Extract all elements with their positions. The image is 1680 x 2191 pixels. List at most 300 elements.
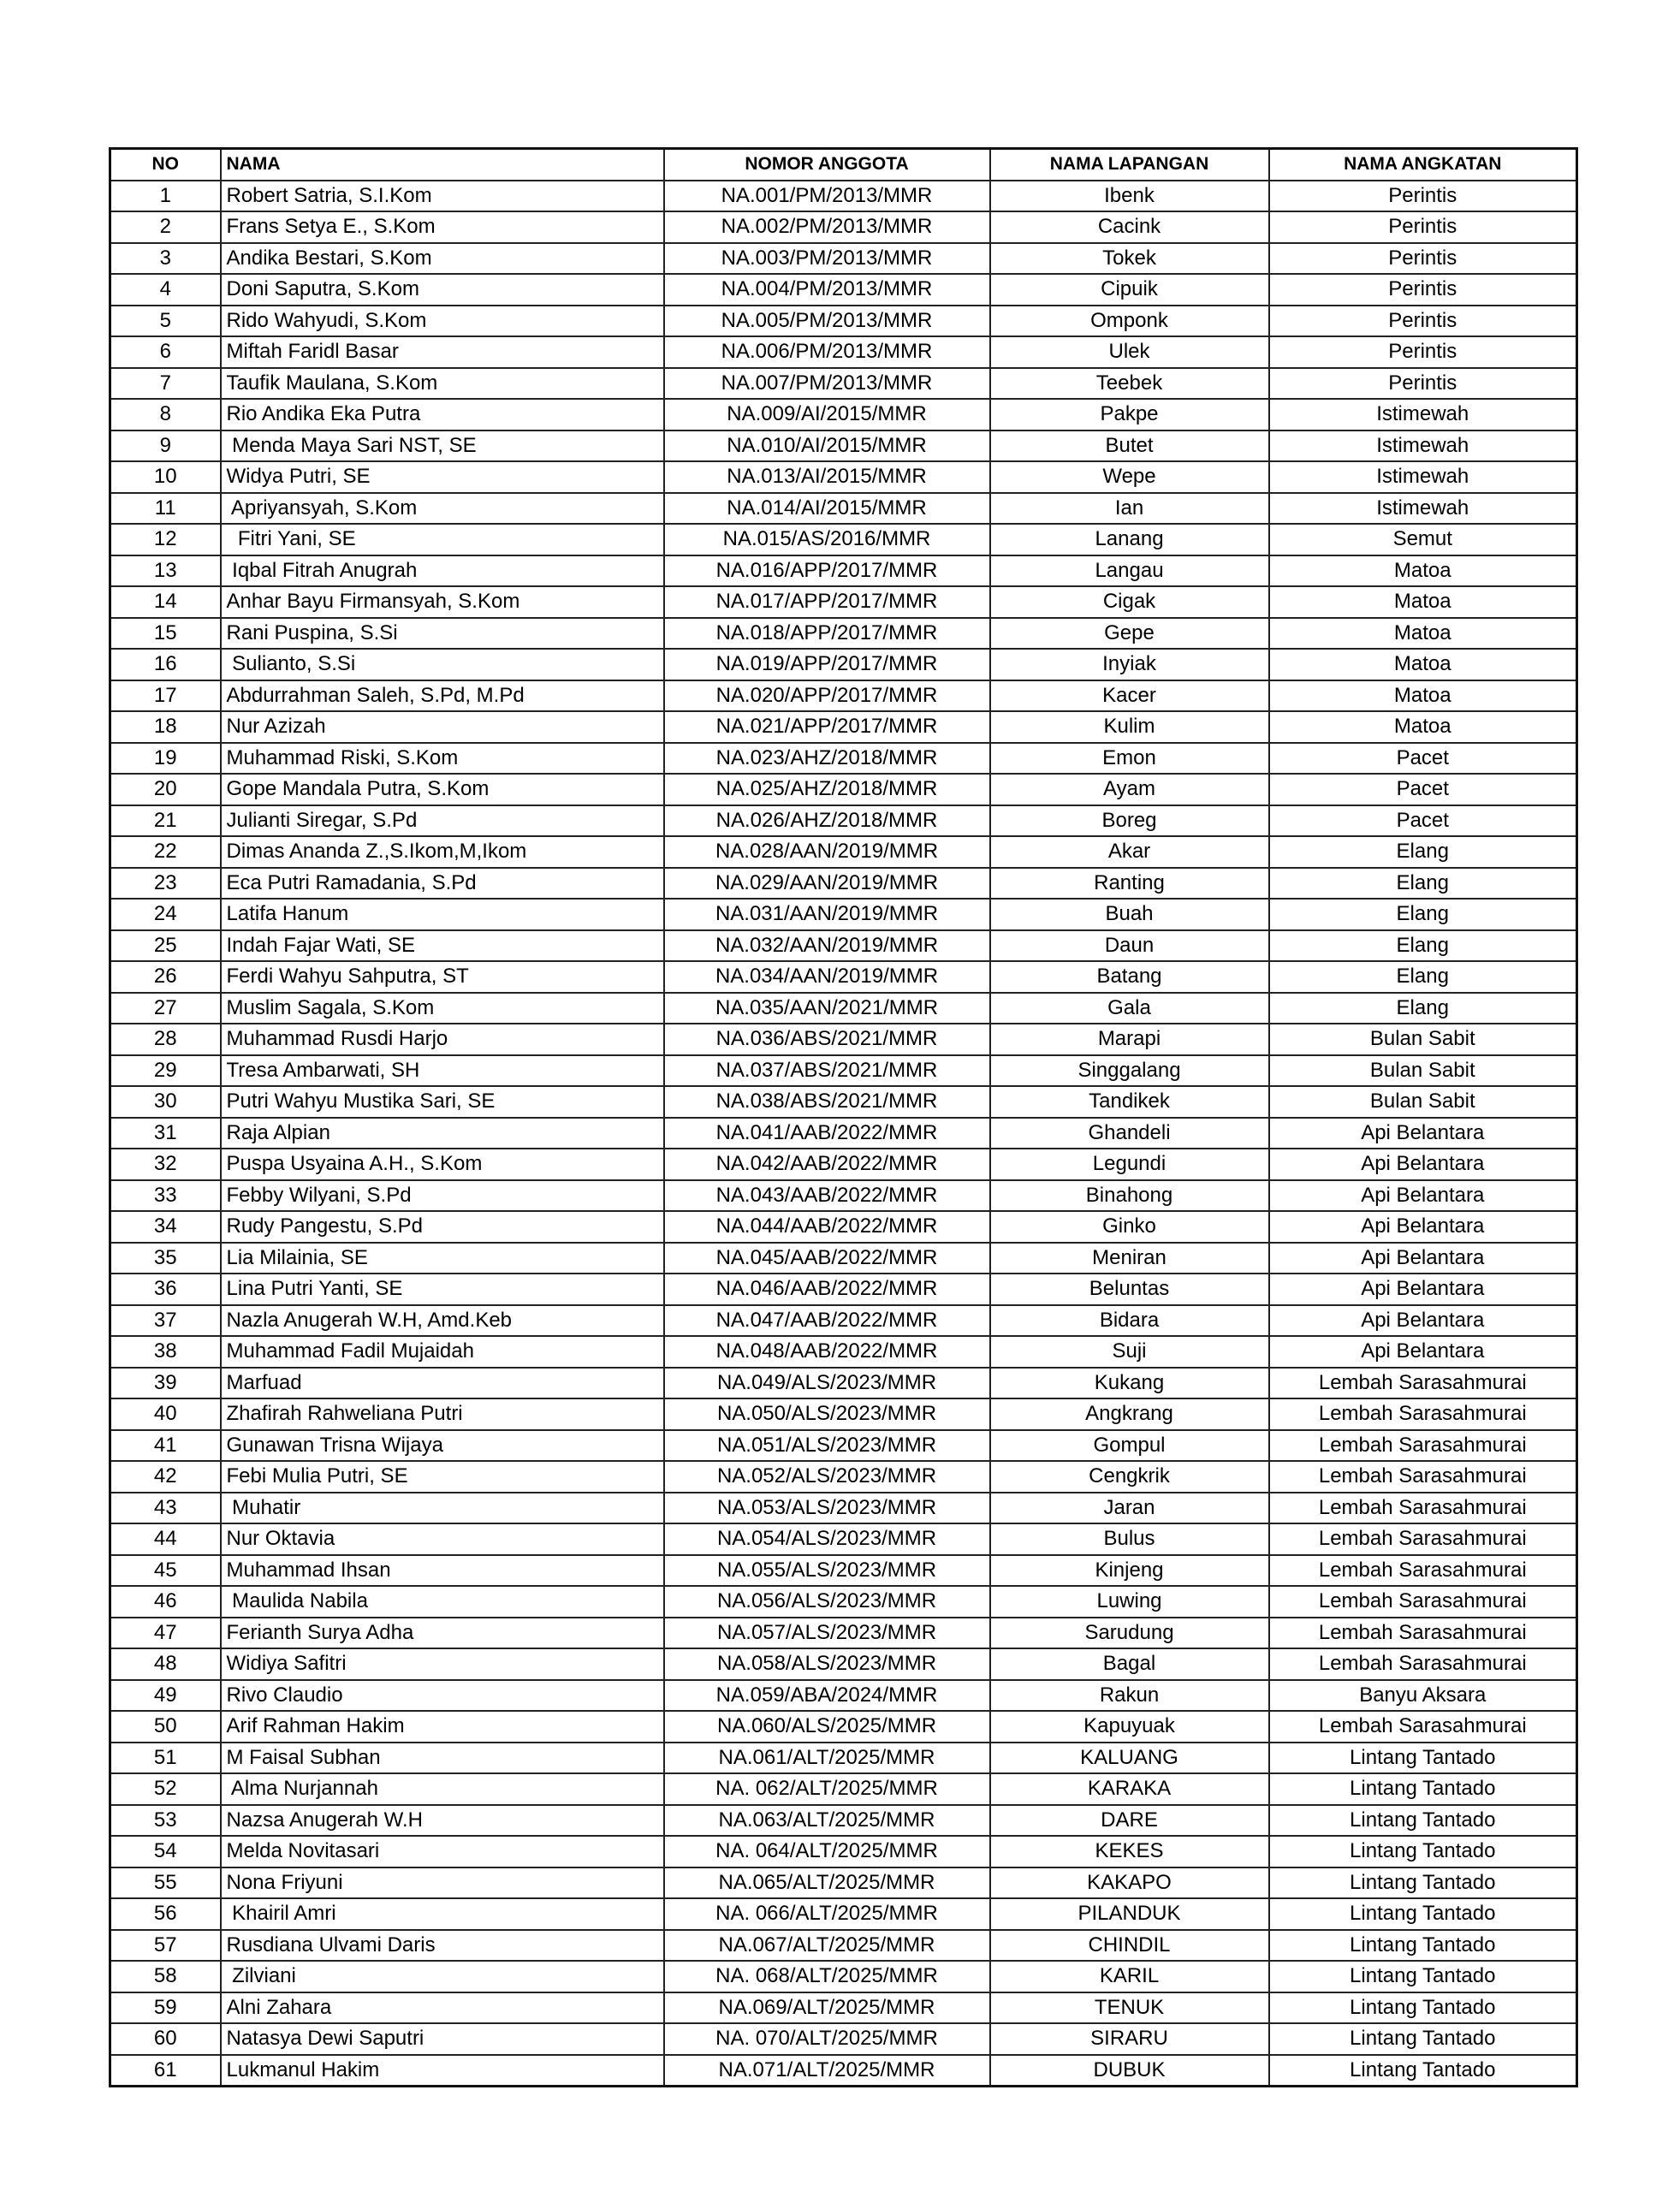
table-row xyxy=(110,1180,1577,1212)
cell-no: 23 xyxy=(110,868,221,900)
table-row xyxy=(110,836,1577,868)
cell-nama-lapangan: Tokek xyxy=(990,243,1269,275)
table-row xyxy=(110,2055,1577,2087)
cell-nomor-anggota: NA.003/PM/2013/MMR xyxy=(664,243,990,275)
cell-nomor-anggota: NA. 062/ALT/2025/MMR xyxy=(664,1773,990,1805)
cell-no: 6 xyxy=(110,336,221,368)
cell-nomor-anggota: NA.021/APP/2017/MMR xyxy=(664,711,990,743)
table-row xyxy=(110,243,1577,275)
table-row xyxy=(110,1961,1577,1992)
cell-no: 39 xyxy=(110,1368,221,1399)
cell-no: 24 xyxy=(110,899,221,930)
cell-nama-lapangan: Inyiak xyxy=(990,649,1269,680)
table-row xyxy=(110,181,1577,212)
cell-no: 50 xyxy=(110,1711,221,1743)
cell-nama: Khairil Amri xyxy=(221,1898,664,1930)
cell-no: 32 xyxy=(110,1149,221,1180)
cell-nama-angkatan: Lintang Tantado xyxy=(1269,1805,1577,1837)
cell-no: 44 xyxy=(110,1523,221,1555)
cell-no: 48 xyxy=(110,1648,221,1680)
cell-nama-angkatan: Lintang Tantado xyxy=(1269,1961,1577,1992)
cell-nama: Febby Wilyani, S.Pd xyxy=(221,1180,664,1212)
table-row xyxy=(110,1086,1577,1118)
cell-nama-lapangan: Luwing xyxy=(990,1586,1269,1618)
table-row xyxy=(110,1149,1577,1180)
cell-nama-angkatan: Lintang Tantado xyxy=(1269,1743,1577,1774)
cell-nama-angkatan: Lembah Sarasahmurai xyxy=(1269,1493,1577,1524)
cell-nama: Melda Novitasari xyxy=(221,1836,664,1867)
cell-nama: Julianti Siregar, S.Pd xyxy=(221,805,664,837)
cell-nama-lapangan: Beluntas xyxy=(990,1274,1269,1305)
cell-nomor-anggota: NA.041/AAB/2022/MMR xyxy=(664,1118,990,1149)
cell-no: 4 xyxy=(110,274,221,306)
cell-nama: Taufik Maulana, S.Kom xyxy=(221,368,664,400)
table-row xyxy=(110,1024,1577,1055)
cell-no: 49 xyxy=(110,1680,221,1712)
cell-nomor-anggota: NA.034/AAN/2019/MMR xyxy=(664,961,990,993)
cell-nama-angkatan: Istimewah xyxy=(1269,399,1577,430)
cell-no: 31 xyxy=(110,1118,221,1149)
cell-nomor-anggota: NA.061/ALT/2025/MMR xyxy=(664,1743,990,1774)
table-row xyxy=(110,524,1577,555)
cell-nama-angkatan: Elang xyxy=(1269,899,1577,930)
cell-nama: Doni Saputra, S.Kom xyxy=(221,274,664,306)
cell-nama: Sulianto, S.Si xyxy=(221,649,664,680)
cell-nama-angkatan: Perintis xyxy=(1269,211,1577,243)
cell-nama-lapangan: Ulek xyxy=(990,336,1269,368)
cell-nama-lapangan: Kulim xyxy=(990,711,1269,743)
cell-no: 30 xyxy=(110,1086,221,1118)
cell-nomor-anggota: NA. 064/ALT/2025/MMR xyxy=(664,1836,990,1867)
cell-nama-lapangan: Rakun xyxy=(990,1680,1269,1712)
table-row xyxy=(110,1493,1577,1524)
cell-nama-angkatan: Api Belantara xyxy=(1269,1305,1577,1337)
cell-nama-angkatan: Bulan Sabit xyxy=(1269,1055,1577,1087)
table-row xyxy=(110,711,1577,743)
table-row xyxy=(110,1867,1577,1899)
table-row xyxy=(110,1711,1577,1743)
cell-nomor-anggota: NA.047/AAB/2022/MMR xyxy=(664,1305,990,1337)
cell-nama-lapangan: Ghandeli xyxy=(990,1118,1269,1149)
cell-no: 43 xyxy=(110,1493,221,1524)
table-row xyxy=(110,461,1577,493)
cell-nomor-anggota: NA.016/APP/2017/MMR xyxy=(664,555,990,587)
cell-nama-angkatan: Lintang Tantado xyxy=(1269,1898,1577,1930)
cell-no: 2 xyxy=(110,211,221,243)
table-row xyxy=(110,399,1577,430)
cell-nomor-anggota: NA.063/ALT/2025/MMR xyxy=(664,1805,990,1837)
cell-no: 47 xyxy=(110,1618,221,1649)
cell-nama: Menda Maya Sari NST, SE xyxy=(221,430,664,462)
cell-nomor-anggota: NA.067/ALT/2025/MMR xyxy=(664,1930,990,1962)
cell-nama: M Faisal Subhan xyxy=(221,1743,664,1774)
cell-nama: Nona Friyuni xyxy=(221,1867,664,1899)
cell-nama: Gunawan Trisna Wijaya xyxy=(221,1430,664,1462)
cell-no: 9 xyxy=(110,430,221,462)
cell-no: 58 xyxy=(110,1961,221,1992)
cell-nomor-anggota: NA.005/PM/2013/MMR xyxy=(664,306,990,337)
cell-nama: Rudy Pangestu, S.Pd xyxy=(221,1211,664,1243)
table-row xyxy=(110,1648,1577,1680)
cell-nomor-anggota: NA. 070/ALT/2025/MMR xyxy=(664,2023,990,2055)
cell-nama-lapangan: Buah xyxy=(990,899,1269,930)
cell-nomor-anggota: NA.044/AAB/2022/MMR xyxy=(664,1211,990,1243)
cell-nama: Widya Putri, SE xyxy=(221,461,664,493)
cell-nama-angkatan: Perintis xyxy=(1269,336,1577,368)
cell-nama-angkatan: Perintis xyxy=(1269,306,1577,337)
cell-no: 40 xyxy=(110,1398,221,1430)
cell-nomor-anggota: NA.058/ALS/2023/MMR xyxy=(664,1648,990,1680)
cell-nama: Alni Zahara xyxy=(221,1992,664,2024)
cell-nama-angkatan: Bulan Sabit xyxy=(1269,1086,1577,1118)
cell-nama-lapangan: PILANDUK xyxy=(990,1898,1269,1930)
cell-nomor-anggota: NA.023/AHZ/2018/MMR xyxy=(664,743,990,775)
cell-nama-angkatan: Matoa xyxy=(1269,618,1577,650)
cell-nama-lapangan: Ginko xyxy=(990,1211,1269,1243)
cell-no: 51 xyxy=(110,1743,221,1774)
cell-nama-lapangan: Cigak xyxy=(990,586,1269,618)
cell-nama-lapangan: Kukang xyxy=(990,1368,1269,1399)
cell-nama-angkatan: Perintis xyxy=(1269,274,1577,306)
cell-no: 38 xyxy=(110,1336,221,1368)
cell-no: 25 xyxy=(110,930,221,962)
cell-no: 41 xyxy=(110,1430,221,1462)
cell-nama-lapangan: Bulus xyxy=(990,1523,1269,1555)
cell-nama-angkatan: Semut xyxy=(1269,524,1577,555)
table-row xyxy=(110,868,1577,900)
cell-nama-lapangan: Bagal xyxy=(990,1648,1269,1680)
table-row xyxy=(110,430,1577,462)
table-row xyxy=(110,899,1577,930)
cell-nomor-anggota: NA.043/AAB/2022/MMR xyxy=(664,1180,990,1212)
cell-nama-angkatan: Api Belantara xyxy=(1269,1336,1577,1368)
cell-no: 46 xyxy=(110,1586,221,1618)
cell-nama-angkatan: Lembah Sarasahmurai xyxy=(1269,1648,1577,1680)
cell-nomor-anggota: NA.056/ALS/2023/MMR xyxy=(664,1586,990,1618)
cell-nama-lapangan: Ibenk xyxy=(990,181,1269,212)
cell-nama-angkatan: Matoa xyxy=(1269,680,1577,712)
cell-nama-lapangan: Wepe xyxy=(990,461,1269,493)
cell-nama-angkatan: Matoa xyxy=(1269,555,1577,587)
cell-no: 60 xyxy=(110,2023,221,2055)
cell-nama-lapangan: TENUK xyxy=(990,1992,1269,2024)
cell-nomor-anggota: NA.020/APP/2017/MMR xyxy=(664,680,990,712)
cell-nama-angkatan: Lintang Tantado xyxy=(1269,1867,1577,1899)
cell-nama-angkatan: Api Belantara xyxy=(1269,1243,1577,1274)
cell-no: 59 xyxy=(110,1992,221,2024)
table-row xyxy=(110,1398,1577,1430)
cell-nama: Robert Satria, S.I.Kom xyxy=(221,181,664,212)
cell-nama-angkatan: Banyu Aksara xyxy=(1269,1680,1577,1712)
table-row xyxy=(110,1368,1577,1399)
cell-nama-angkatan: Api Belantara xyxy=(1269,1274,1577,1305)
cell-nomor-anggota: NA.009/AI/2015/MMR xyxy=(664,399,990,430)
header-nama-angkatan: NAMA ANGKATAN xyxy=(1269,149,1577,181)
cell-no: 15 xyxy=(110,618,221,650)
cell-nama-angkatan: Api Belantara xyxy=(1269,1118,1577,1149)
cell-nama: Lia Milainia, SE xyxy=(221,1243,664,1274)
cell-nama: Puspa Usyaina A.H., S.Kom xyxy=(221,1149,664,1180)
cell-nama-lapangan: Cipuik xyxy=(990,274,1269,306)
cell-no: 52 xyxy=(110,1773,221,1805)
cell-no: 35 xyxy=(110,1243,221,1274)
table-row xyxy=(110,555,1577,587)
cell-nomor-anggota: NA.042/AAB/2022/MMR xyxy=(664,1149,990,1180)
cell-nama-lapangan: Butet xyxy=(990,430,1269,462)
cell-no: 1 xyxy=(110,181,221,212)
cell-nama: Frans Setya E., S.Kom xyxy=(221,211,664,243)
table-row xyxy=(110,1211,1577,1243)
cell-nama-angkatan: Bulan Sabit xyxy=(1269,1024,1577,1055)
cell-nama-lapangan: Gala xyxy=(990,993,1269,1024)
cell-nama-angkatan: Lembah Sarasahmurai xyxy=(1269,1711,1577,1743)
header-nama: NAMA xyxy=(221,149,664,181)
cell-nomor-anggota: NA.013/AI/2015/MMR xyxy=(664,461,990,493)
cell-nama-angkatan: Elang xyxy=(1269,868,1577,900)
cell-no: 14 xyxy=(110,586,221,618)
cell-nama: Latifa Hanum xyxy=(221,899,664,930)
cell-nama: Muslim Sagala, S.Kom xyxy=(221,993,664,1024)
cell-nomor-anggota: NA.032/AAN/2019/MMR xyxy=(664,930,990,962)
cell-nama: Zilviani xyxy=(221,1961,664,1992)
cell-nama-angkatan: Elang xyxy=(1269,993,1577,1024)
cell-no: 33 xyxy=(110,1180,221,1212)
cell-nama: Nazsa Anugerah W.H xyxy=(221,1805,664,1837)
cell-nama: Eca Putri Ramadania, S.Pd xyxy=(221,868,664,900)
cell-nama-angkatan: Lembah Sarasahmurai xyxy=(1269,1461,1577,1493)
cell-nama-angkatan: Pacet xyxy=(1269,743,1577,775)
cell-nomor-anggota: NA.069/ALT/2025/MMR xyxy=(664,1992,990,2024)
cell-no: 16 xyxy=(110,649,221,680)
cell-nama-angkatan: Elang xyxy=(1269,930,1577,962)
cell-no: 45 xyxy=(110,1555,221,1587)
cell-nomor-anggota: NA.026/AHZ/2018/MMR xyxy=(664,805,990,837)
cell-nama: Rio Andika Eka Putra xyxy=(221,399,664,430)
cell-nama: Andika Bestari, S.Kom xyxy=(221,243,664,275)
cell-nama-angkatan: Api Belantara xyxy=(1269,1149,1577,1180)
cell-no: 27 xyxy=(110,993,221,1024)
table-row xyxy=(110,1680,1577,1712)
cell-no: 26 xyxy=(110,961,221,993)
table-row xyxy=(110,649,1577,680)
table-row xyxy=(110,1618,1577,1649)
cell-nama-lapangan: Emon xyxy=(990,743,1269,775)
cell-nomor-anggota: NA.007/PM/2013/MMR xyxy=(664,368,990,400)
cell-nama-lapangan: Suji xyxy=(990,1336,1269,1368)
cell-nama-lapangan: Marapi xyxy=(990,1024,1269,1055)
cell-nama: Rusdiana Ulvami Daris xyxy=(221,1930,664,1962)
cell-nama-lapangan: Lanang xyxy=(990,524,1269,555)
cell-nama-angkatan: Elang xyxy=(1269,961,1577,993)
cell-no: 53 xyxy=(110,1805,221,1837)
cell-nama-angkatan: Lembah Sarasahmurai xyxy=(1269,1555,1577,1587)
cell-no: 18 xyxy=(110,711,221,743)
cell-nama-lapangan: Ranting xyxy=(990,868,1269,900)
table-row xyxy=(110,1274,1577,1305)
table-row xyxy=(110,1243,1577,1274)
cell-no: 5 xyxy=(110,306,221,337)
cell-nomor-anggota: NA.031/AAN/2019/MMR xyxy=(664,899,990,930)
table-row xyxy=(110,211,1577,243)
cell-nama-lapangan: Meniran xyxy=(990,1243,1269,1274)
table-row xyxy=(110,1305,1577,1337)
cell-nama: Apriyansyah, S.Kom xyxy=(221,493,664,525)
cell-nama-angkatan: Lembah Sarasahmurai xyxy=(1269,1398,1577,1430)
cell-nama-angkatan: Lintang Tantado xyxy=(1269,1992,1577,2024)
cell-nama-lapangan: Omponk xyxy=(990,306,1269,337)
cell-no: 19 xyxy=(110,743,221,775)
cell-nama: Nur Azizah xyxy=(221,711,664,743)
cell-nama: Ferianth Surya Adha xyxy=(221,1618,664,1649)
cell-no: 55 xyxy=(110,1867,221,1899)
cell-nomor-anggota: NA.055/ALS/2023/MMR xyxy=(664,1555,990,1587)
cell-nomor-anggota: NA.051/ALS/2023/MMR xyxy=(664,1430,990,1462)
cell-nama: Dimas Ananda Z.,S.Ikom,M,Ikom xyxy=(221,836,664,868)
table-row xyxy=(110,1461,1577,1493)
cell-nomor-anggota: NA.018/APP/2017/MMR xyxy=(664,618,990,650)
cell-nama: Rivo Claudio xyxy=(221,1680,664,1712)
cell-no: 7 xyxy=(110,368,221,400)
cell-nama: Nur Oktavia xyxy=(221,1523,664,1555)
header-no: NO xyxy=(110,149,221,181)
cell-nomor-anggota: NA.010/AI/2015/MMR xyxy=(664,430,990,462)
table-row xyxy=(110,586,1577,618)
cell-nama-angkatan: Istimewah xyxy=(1269,461,1577,493)
cell-nama-lapangan: KEKES xyxy=(990,1836,1269,1867)
cell-nomor-anggota: NA.002/PM/2013/MMR xyxy=(664,211,990,243)
cell-nama-angkatan: Lintang Tantado xyxy=(1269,2023,1577,2055)
cell-nomor-anggota: NA. 066/ALT/2025/MMR xyxy=(664,1898,990,1930)
cell-nama-lapangan: Gepe xyxy=(990,618,1269,650)
cell-no: 42 xyxy=(110,1461,221,1493)
cell-no: 37 xyxy=(110,1305,221,1337)
cell-no: 61 xyxy=(110,2055,221,2087)
cell-nama-lapangan: Kacer xyxy=(990,680,1269,712)
table-row xyxy=(110,1992,1577,2024)
cell-nama-lapangan: KAKAPO xyxy=(990,1867,1269,1899)
cell-nomor-anggota: NA.001/PM/2013/MMR xyxy=(664,181,990,212)
cell-no: 11 xyxy=(110,493,221,525)
cell-no: 56 xyxy=(110,1898,221,1930)
header-nama-lapangan: NAMA LAPANGAN xyxy=(990,149,1269,181)
cell-nama-lapangan: Ian xyxy=(990,493,1269,525)
cell-nama-angkatan: Lembah Sarasahmurai xyxy=(1269,1430,1577,1462)
cell-no: 17 xyxy=(110,680,221,712)
cell-nama-angkatan: Api Belantara xyxy=(1269,1180,1577,1212)
cell-nama-angkatan: Lembah Sarasahmurai xyxy=(1269,1586,1577,1618)
cell-nama: Raja Alpian xyxy=(221,1118,664,1149)
cell-nama-angkatan: Perintis xyxy=(1269,243,1577,275)
cell-no: 20 xyxy=(110,774,221,805)
cell-nama-lapangan: Batang xyxy=(990,961,1269,993)
cell-nama-angkatan: Perintis xyxy=(1269,368,1577,400)
cell-nomor-anggota: NA.060/ALS/2025/MMR xyxy=(664,1711,990,1743)
cell-no: 22 xyxy=(110,836,221,868)
table-row xyxy=(110,993,1577,1024)
cell-nama: Iqbal Fitrah Anugrah xyxy=(221,555,664,587)
cell-nomor-anggota: NA. 068/ALT/2025/MMR xyxy=(664,1961,990,1992)
cell-nama: Abdurrahman Saleh, S.Pd, M.Pd xyxy=(221,680,664,712)
table-row xyxy=(110,1586,1577,1618)
cell-nama-lapangan: Binahong xyxy=(990,1180,1269,1212)
cell-no: 13 xyxy=(110,555,221,587)
cell-nomor-anggota: NA.035/AAN/2021/MMR xyxy=(664,993,990,1024)
cell-nama: Muhammad Rusdi Harjo xyxy=(221,1024,664,1055)
table-row xyxy=(110,1836,1577,1867)
cell-nama-lapangan: DUBUK xyxy=(990,2055,1269,2087)
cell-nama-angkatan: Lembah Sarasahmurai xyxy=(1269,1618,1577,1649)
cell-nama-lapangan: Jaran xyxy=(990,1493,1269,1524)
cell-nama-lapangan: Teebek xyxy=(990,368,1269,400)
cell-nama: Muhatir xyxy=(221,1493,664,1524)
cell-nama-lapangan: Boreg xyxy=(990,805,1269,837)
cell-nama-lapangan: Gompul xyxy=(990,1430,1269,1462)
cell-nomor-anggota: NA.045/AAB/2022/MMR xyxy=(664,1243,990,1274)
cell-nomor-anggota: NA.029/AAN/2019/MMR xyxy=(664,868,990,900)
cell-no: 29 xyxy=(110,1055,221,1087)
table-row xyxy=(110,618,1577,650)
cell-nomor-anggota: NA.025/AHZ/2018/MMR xyxy=(664,774,990,805)
cell-nama-angkatan: Istimewah xyxy=(1269,493,1577,525)
table-body xyxy=(110,181,1577,2087)
cell-no: 8 xyxy=(110,399,221,430)
table-row xyxy=(110,1336,1577,1368)
table-row xyxy=(110,961,1577,993)
cell-nama: Nazla Anugerah W.H, Amd.Keb xyxy=(221,1305,664,1337)
cell-nama-lapangan: SIRARU xyxy=(990,2023,1269,2055)
cell-nama-lapangan: KALUANG xyxy=(990,1743,1269,1774)
cell-nomor-anggota: NA.014/AI/2015/MMR xyxy=(664,493,990,525)
cell-nomor-anggota: NA.048/AAB/2022/MMR xyxy=(664,1336,990,1368)
table-header-row xyxy=(110,149,1577,181)
cell-nama: Marfuad xyxy=(221,1368,664,1399)
table-row xyxy=(110,1930,1577,1962)
table-row xyxy=(110,680,1577,712)
cell-nama: Lukmanul Hakim xyxy=(221,2055,664,2087)
cell-nama-lapangan: Sarudung xyxy=(990,1618,1269,1649)
cell-nama-angkatan: Elang xyxy=(1269,836,1577,868)
cell-nama-angkatan: Matoa xyxy=(1269,586,1577,618)
table-row xyxy=(110,493,1577,525)
cell-nama-angkatan: Lembah Sarasahmurai xyxy=(1269,1368,1577,1399)
cell-nama-angkatan: Lintang Tantado xyxy=(1269,1930,1577,1962)
table-row xyxy=(110,1743,1577,1774)
cell-nomor-anggota: NA.053/ALS/2023/MMR xyxy=(664,1493,990,1524)
table-row xyxy=(110,274,1577,306)
cell-nomor-anggota: NA.015/AS/2016/MMR xyxy=(664,524,990,555)
cell-nama: Muhammad Riski, S.Kom xyxy=(221,743,664,775)
table-row xyxy=(110,1898,1577,1930)
cell-nama-lapangan: Ayam xyxy=(990,774,1269,805)
cell-nama: Rido Wahyudi, S.Kom xyxy=(221,306,664,337)
cell-no: 54 xyxy=(110,1836,221,1867)
cell-nomor-anggota: NA.006/PM/2013/MMR xyxy=(664,336,990,368)
cell-nomor-anggota: NA.050/ALS/2023/MMR xyxy=(664,1398,990,1430)
cell-nama-angkatan: Api Belantara xyxy=(1269,1211,1577,1243)
cell-nama-lapangan: Singgalang xyxy=(990,1055,1269,1087)
cell-nomor-anggota: NA.038/ABS/2021/MMR xyxy=(664,1086,990,1118)
cell-nama: Zhafirah Rahweliana Putri xyxy=(221,1398,664,1430)
table-row xyxy=(110,1773,1577,1805)
cell-no: 21 xyxy=(110,805,221,837)
cell-nama: Maulida Nabila xyxy=(221,1586,664,1618)
cell-nama: Febi Mulia Putri, SE xyxy=(221,1461,664,1493)
cell-nama-angkatan: Pacet xyxy=(1269,774,1577,805)
cell-nama-lapangan: Bidara xyxy=(990,1305,1269,1337)
cell-no: 28 xyxy=(110,1024,221,1055)
cell-nama-lapangan: Cacink xyxy=(990,211,1269,243)
cell-nomor-anggota: NA.071/ALT/2025/MMR xyxy=(664,2055,990,2087)
